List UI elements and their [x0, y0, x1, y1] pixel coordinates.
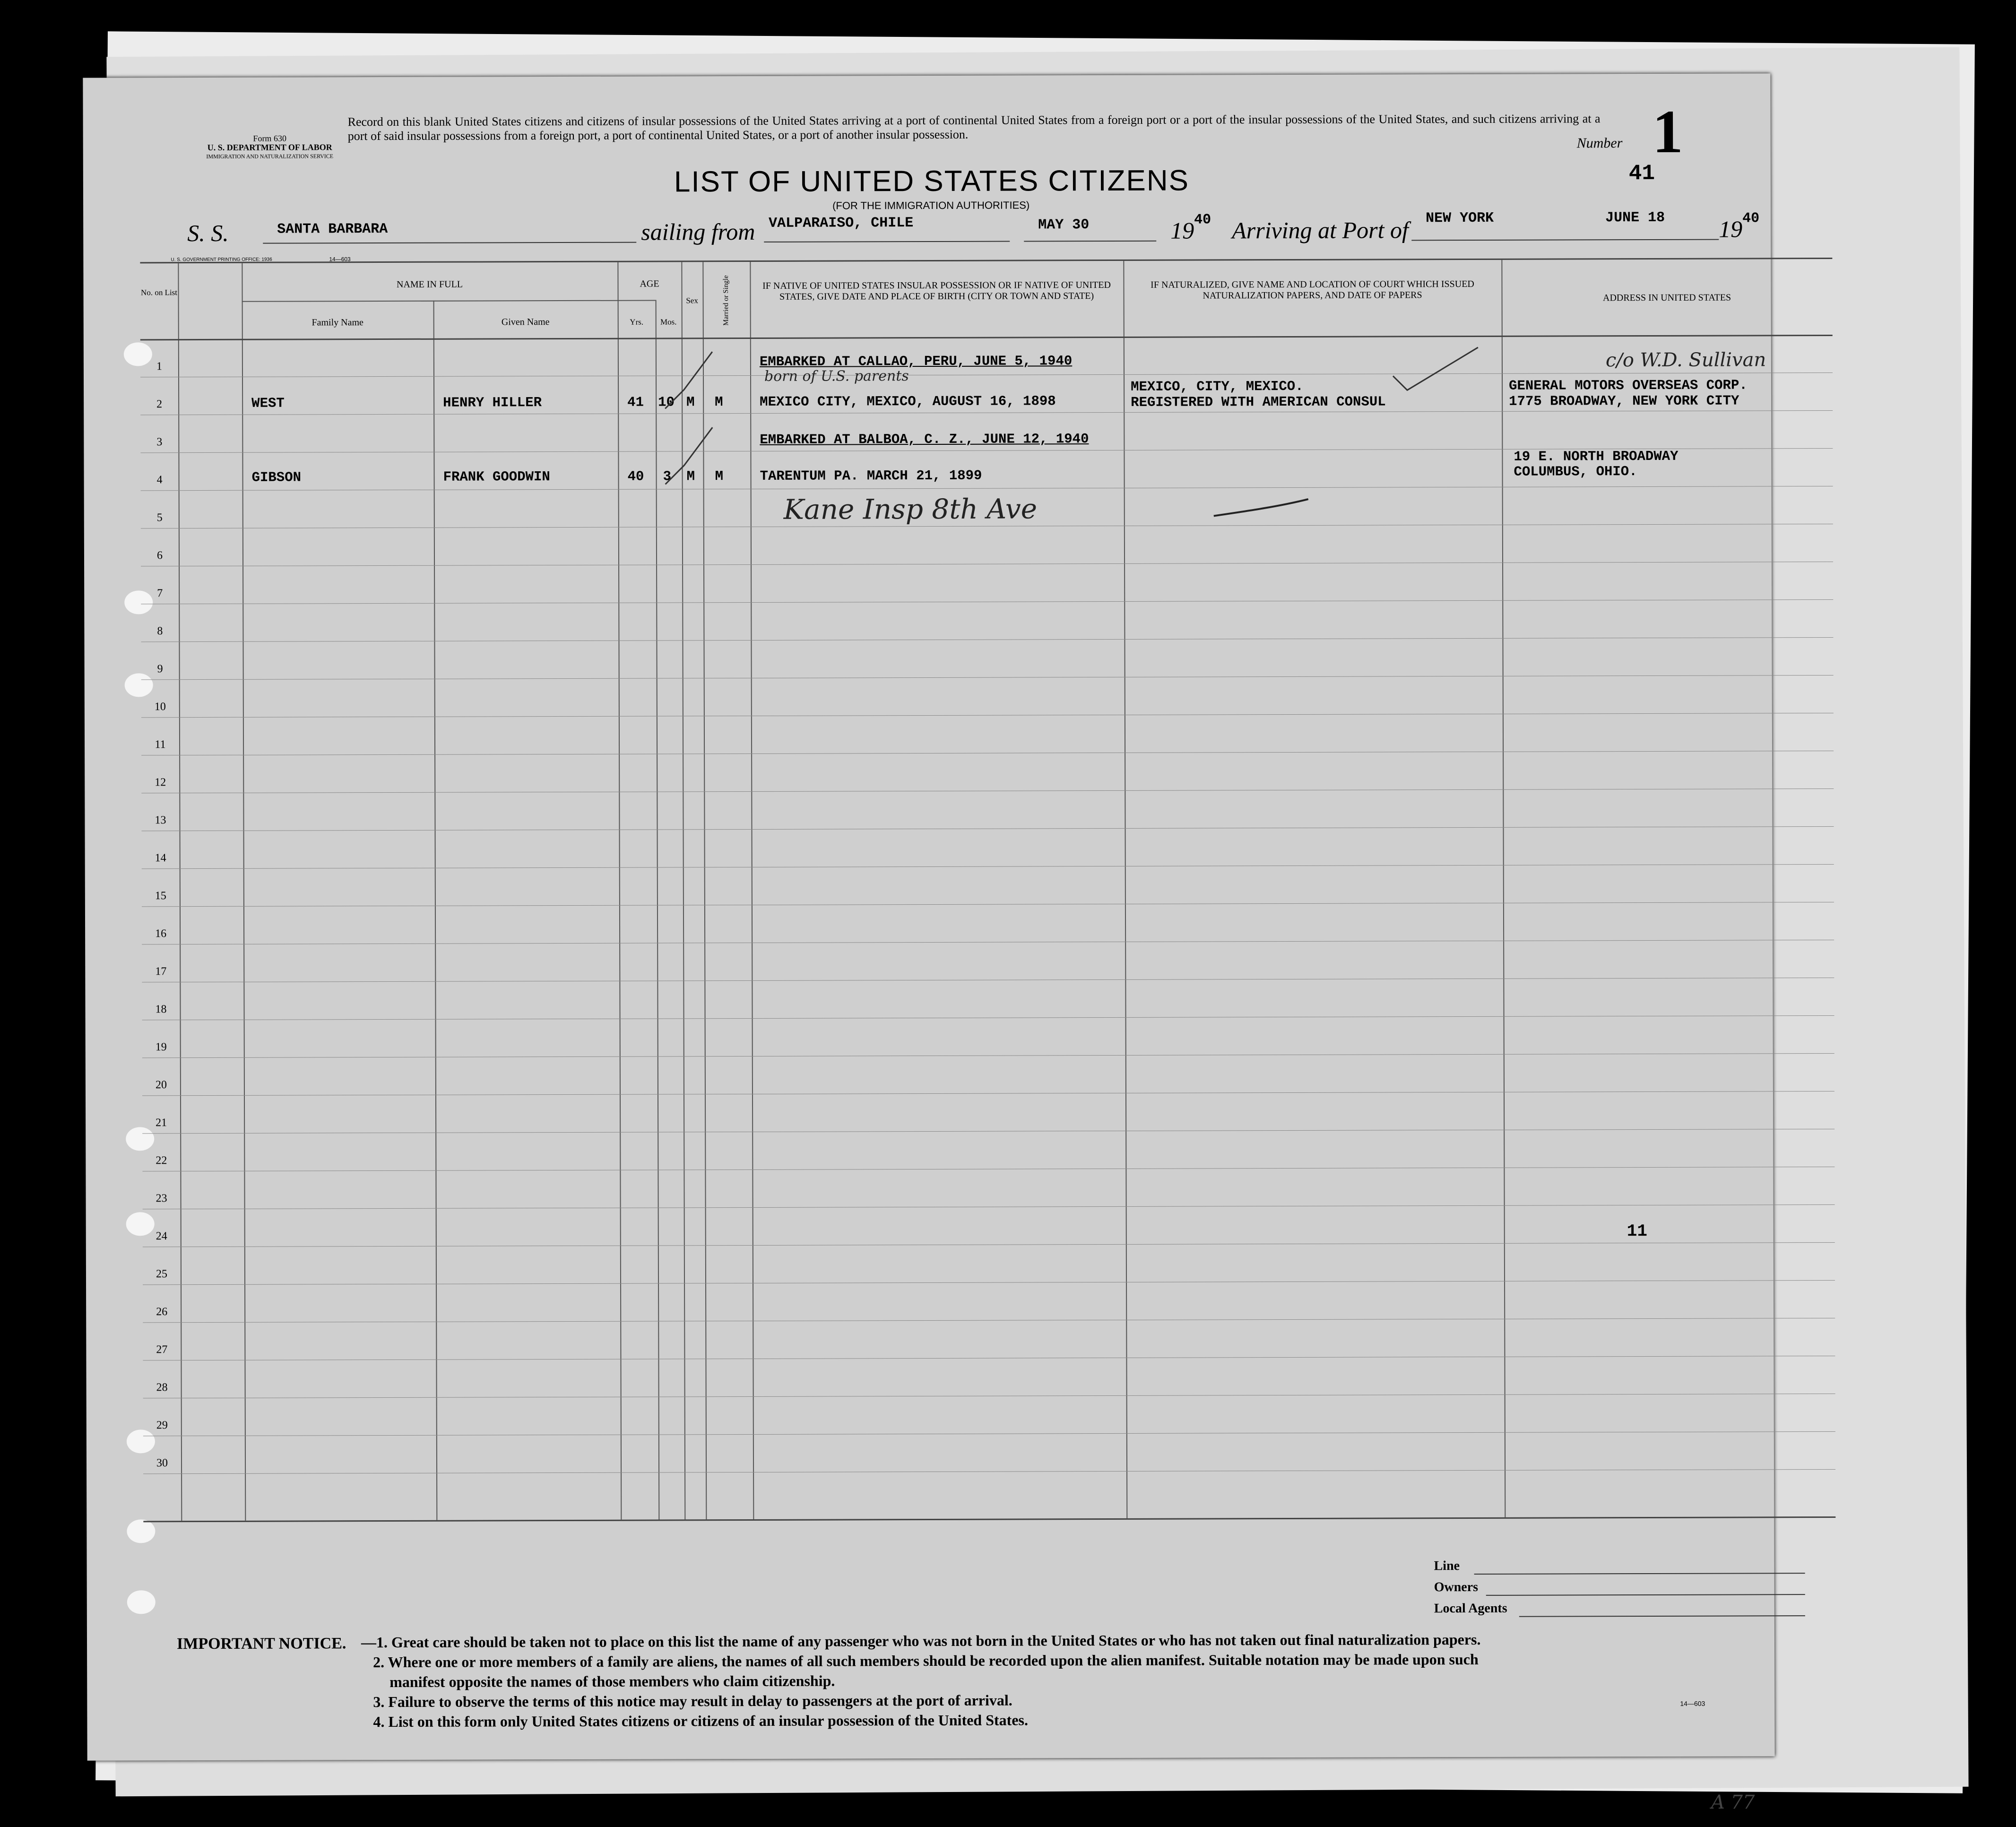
age-months: 10: [658, 394, 675, 410]
row-line: [141, 637, 1833, 642]
address-line2: 1775 BROADWAY, NEW YORK CITY: [1509, 393, 1739, 409]
row-number: 2: [156, 398, 163, 411]
manifest-page: [83, 73, 1774, 1760]
address-line2: COLUMBUS, OHIO.: [1514, 464, 1637, 480]
row-line: [142, 1167, 1834, 1171]
row-line: [141, 788, 1834, 793]
binder-hole: [127, 1519, 155, 1543]
row-line: [142, 826, 1834, 831]
header-given-name: Given Name: [501, 317, 550, 328]
notice-item-4: 4. List on this form only United States citizens or citizens of an insular possession of the United States.: [373, 1711, 1029, 1731]
row-number: 21: [156, 1117, 167, 1129]
marital-status: M: [715, 394, 723, 410]
list-number: 1: [1652, 97, 1683, 166]
row-line: [142, 940, 1834, 944]
family-name: GIBSON: [251, 469, 302, 485]
embark-note: EMBARKED AT CALLAO, PERU, JUNE 5, 1940: [759, 353, 1073, 370]
arrival-port: NEW YORK: [1426, 210, 1494, 227]
stamp-number: 41: [1628, 161, 1655, 186]
service: IMMIGRATION AND NATURALIZATION SERVICE: [206, 153, 334, 160]
row-line: [142, 1053, 1834, 1058]
notice-item-2-continued: manifest opposite the names of those members who claim citizenship.: [389, 1672, 835, 1690]
row-line: [141, 562, 1833, 566]
page-subtitle: (FOR THE IMMIGRATION AUTHORITIES): [832, 199, 1030, 212]
passenger-table: [140, 258, 1835, 1522]
row-number: 10: [154, 701, 166, 713]
sail-year: 40: [1194, 212, 1211, 228]
form-id-block: [168, 134, 372, 161]
header-sex: Sex: [686, 296, 698, 305]
notice-item-3: 3. Failure to observe the terms of this notice may result in delay to passengers at the port of arrival.: [373, 1691, 1012, 1711]
check-mark: [1388, 343, 1483, 400]
row-number: 17: [155, 965, 167, 978]
row-number: 13: [155, 814, 166, 827]
naturalization-line2: REGISTERED WITH AMERICAN CONSUL: [1131, 394, 1386, 410]
underline: [263, 242, 636, 244]
age-years: 41: [627, 394, 644, 410]
row-line: [142, 1015, 1834, 1020]
number-label: Number: [1576, 135, 1623, 151]
underline: [1519, 1615, 1805, 1617]
ss-label: S. S.: [187, 219, 229, 247]
sex: M: [686, 468, 695, 485]
embark-note: EMBARKED AT BALBOA, C. Z., JUNE 12, 1940: [760, 431, 1089, 448]
row-number: 9: [157, 663, 163, 675]
underline: [1486, 1594, 1805, 1596]
row-line: [142, 902, 1834, 907]
header-no-on-list: No. on List: [141, 288, 178, 297]
address-line1: GENERAL MOTORS OVERSEAS CORP.: [1509, 377, 1748, 394]
row-number: 3: [156, 436, 163, 449]
notice-title: IMPORTANT NOTICE.: [176, 1635, 346, 1653]
underline: [1024, 241, 1156, 242]
arrival-year: 40: [1742, 210, 1760, 227]
row-number: 16: [155, 927, 167, 940]
sail-date: MAY 30: [1038, 217, 1090, 234]
header-address: ADDRESS IN UNITED STATES: [1602, 292, 1731, 303]
header-divider: [140, 335, 1833, 340]
row-number: 6: [156, 549, 163, 562]
header-name-in-full: NAME IN FULL: [396, 279, 463, 290]
row-line: [142, 864, 1834, 869]
underline: [1411, 239, 1719, 241]
row-line: [140, 410, 1833, 415]
address-line1: 19 E. NORTH BROADWAY: [1514, 448, 1679, 465]
header-family-name: Family Name: [311, 317, 363, 328]
row-line: [142, 1129, 1834, 1134]
naturalization-line1: MEXICO, CITY, MEXICO.: [1131, 378, 1304, 395]
arrival-date: JUNE 18: [1605, 209, 1665, 226]
row-number: 23: [156, 1192, 167, 1205]
notice-item-1: —1. Great care should be taken not to place on this list the name of any passenger who was not born in the United States or who has not taken out final naturalization papers.: [361, 1630, 1481, 1651]
ship-name: SANTA BARBARA: [277, 221, 388, 238]
form-number: Form 630: [253, 133, 286, 143]
sail-year-prefix: 19: [1170, 217, 1194, 244]
row-number: 28: [156, 1381, 168, 1394]
form-code: 14—603: [329, 256, 351, 263]
local-agents-label: Local Agents: [1434, 1601, 1507, 1616]
row-line: [142, 978, 1834, 982]
row-line: [142, 1091, 1834, 1096]
row-number: 7: [157, 587, 163, 600]
margin-number: 11: [1627, 1221, 1648, 1241]
header-age: AGE: [640, 278, 659, 289]
sex: M: [686, 394, 695, 410]
row-number: 30: [156, 1457, 168, 1470]
row-line: [141, 751, 1834, 755]
row-line: [143, 1318, 1835, 1323]
row-line: [143, 1356, 1835, 1360]
row-line: [143, 1280, 1835, 1285]
sailing-label: sailing from: [641, 218, 755, 245]
address-annotation: c/o W.D. Sullivan: [1605, 349, 1766, 372]
underline: [1474, 1573, 1805, 1575]
age-years: 40: [627, 468, 644, 485]
family-name: WEST: [251, 395, 285, 411]
inspector-signature: Kane Insp 8th Ave: [783, 493, 1038, 526]
arrival-year-prefix: 19: [1719, 216, 1743, 242]
row-line: [143, 1431, 1835, 1436]
header-yrs: Yrs.: [630, 317, 644, 327]
row-number: 18: [155, 1003, 167, 1016]
row-line: [141, 599, 1833, 604]
row-number: 26: [156, 1306, 168, 1318]
row-number: 27: [156, 1343, 168, 1356]
given-name: HENRY HILLER: [443, 395, 542, 411]
department: U. S. DEPARTMENT OF LABOR: [207, 142, 332, 152]
row-number: 1: [156, 360, 162, 373]
row-number: 5: [156, 511, 163, 524]
header-married: Married or Single: [722, 275, 730, 326]
binder-hole: [127, 1590, 156, 1614]
check-marks: [660, 347, 755, 489]
owners-label: Owners: [1434, 1579, 1479, 1595]
row-number: 8: [157, 625, 163, 638]
header-naturalized: IF NATURALIZED, GIVE NAME AND LOCATION OF COURT WHICH ISSUED NATURALIZATION PAPERS, AND DATE OF PAPERS: [1151, 278, 1474, 301]
line-label: Line: [1434, 1559, 1460, 1574]
notice-item-2: 2. Where one or more members of a family are aliens, the names of all such members should be recorded upon the alien manifest. Suitable notation may be made upon such: [373, 1650, 1479, 1671]
footer-form-code: 14—603: [1680, 1699, 1705, 1707]
arriving-label: Arriving at Port of: [1232, 216, 1409, 244]
row-number: 25: [156, 1268, 168, 1281]
row-line: [143, 1204, 1835, 1209]
given-name: FRANK GOODWIN: [443, 469, 550, 485]
row-line: [141, 713, 1834, 718]
row-number: 22: [156, 1154, 167, 1167]
row-line: [143, 1242, 1835, 1247]
age-months: 3: [663, 468, 672, 485]
row-number: 11: [155, 738, 166, 751]
row-line: [141, 675, 1834, 680]
row-number: 15: [155, 890, 166, 902]
header-birth: IF NATIVE OF UNITED STATES INSULAR POSSESSION OR IF NATIVE OF UNITED STATES, GIVE DATE AND PLACE OF BIRTH (CITY OR TOWN AND STATE): [762, 279, 1111, 302]
page-title: LIST OF UNITED STATES CITIZENS: [674, 164, 1190, 199]
row-number: 14: [155, 852, 166, 865]
birth-annotation: born of U.S. parents: [764, 368, 909, 385]
row-number: 19: [155, 1041, 167, 1054]
header-mos: Mos.: [660, 317, 677, 327]
row-number: 20: [155, 1079, 167, 1091]
column-divider: [433, 301, 438, 1520]
marital-status: M: [715, 468, 724, 485]
row-line: [143, 1394, 1835, 1398]
signature-stroke: [751, 487, 1318, 546]
intro-text: Record on this blank United States citizens and citizens of insular possessions of the United States arriving at a port of continental United States from a foreign port or a port of the insular possessions of the United States, and such citizens arriving at a port of said insular possessions from a foreign port, a port of continental United States, or a port of another insular possession.: [347, 112, 1601, 143]
underline: [764, 241, 1010, 242]
row-line: [143, 1469, 1835, 1474]
birth-place-date: MEXICO CITY, MEXICO, AUGUST 16, 1898: [760, 393, 1056, 410]
row-number: 24: [156, 1230, 167, 1243]
row-line: [140, 372, 1833, 377]
printing-office: U. S. GOVERNMENT PRINTING OFFICE: 1936: [171, 257, 272, 263]
column-divider: [656, 300, 660, 1520]
row-number: 29: [156, 1419, 168, 1432]
corner-annotation: A 77: [1711, 1792, 1755, 1813]
from-port: VALPARAISO, CHILE: [769, 215, 914, 232]
row-number: 12: [155, 776, 166, 789]
header-divider: [242, 300, 656, 302]
birth-place-date: TARENTUM PA. MARCH 21, 1899: [760, 468, 982, 484]
row-number: 4: [156, 474, 163, 486]
